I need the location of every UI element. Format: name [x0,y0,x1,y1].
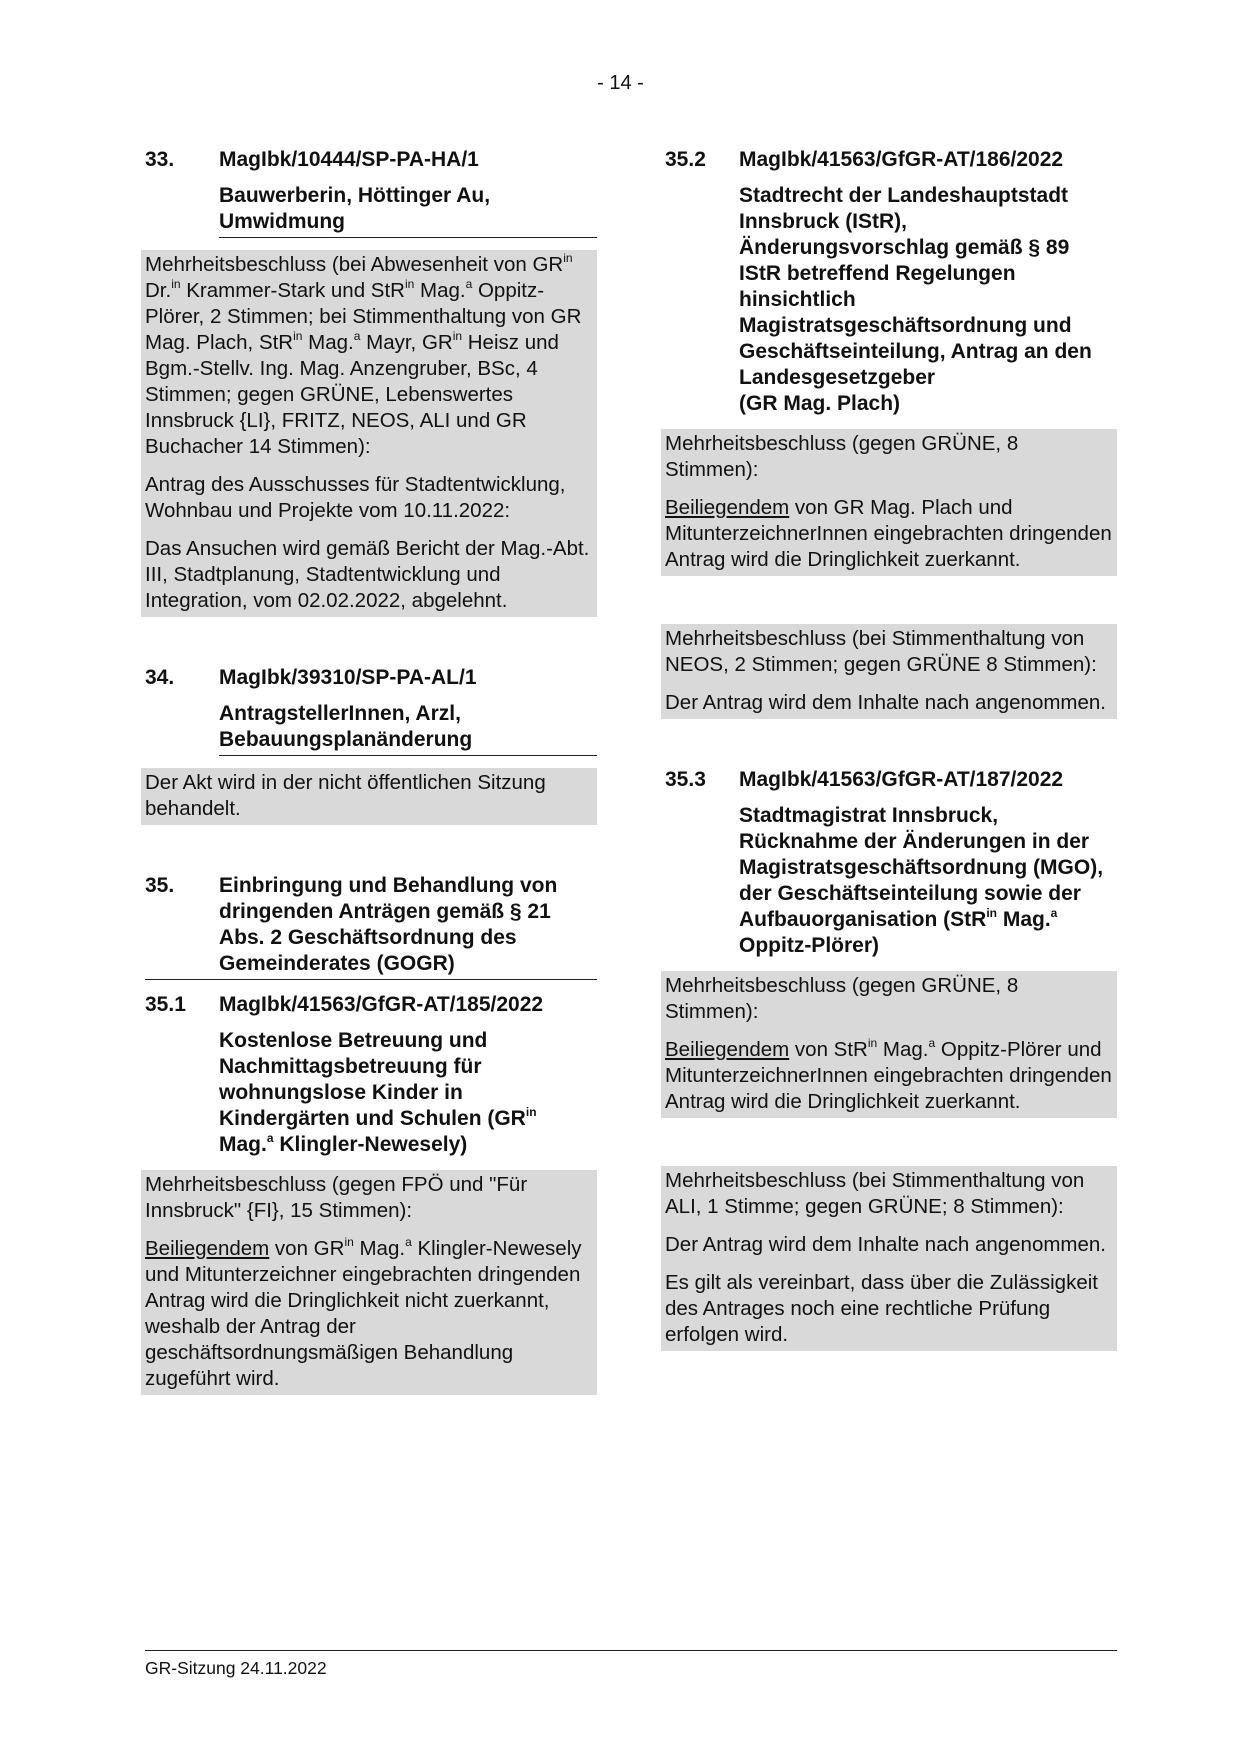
decision-text: Beiliegendem von GR Mag. Plach und MitunterzeichnerInnen eingebrachten dringenden Antrag wird die Dringlichkeit zuerkannt. [665,496,1112,571]
resolution-block [141,1170,597,1395]
decision-text: Das Ansuchen wird gemäß Bericht der Mag.-Abt. III, Stadtplanung, Stadtentwicklung und Integration, vom 02.02.2022, abgelehnt. [145,537,590,612]
item-header [145,665,597,691]
item-code: MagIbk/41563/GfGR-AT/187/2022 [739,768,1064,791]
item-title: Stadtmagistrat Innsbruck, Rücknahme der Änderungen in der Magistratsgeschäftsordnung (MGO), der Geschäftseinteilung sowie der Aufbauorganisation (StR$^{in}$ Mag.$^a$ Oppitz-Plörer) [739,804,1104,957]
item-title-proposer: (GR Mag. Plach) [739,392,901,415]
item-title: Bauwerberin, Höttinger Au, Umwidmung [219,183,597,238]
item-header [145,147,597,173]
item-header [145,992,597,1018]
page-number: - 14 - [597,72,644,94]
agenda-item-35 [145,873,597,980]
item-title: Stadtrecht der Landeshauptstadt Innsbruck (IStR), Änderungsvorschlag gemäß § 89 IStR betreffend Regelungen hinsichtlich Magistratsgeschäftsordnung und Geschäftseinteilung, Antrag an den Landesgesetzgeber (GR Mag. Plach) [739,183,1117,419]
resolution-text: Mehrheitsbeschluss (gegen FPÖ und "Für Innsbruck" {FI}, 15 Stimmen): [145,1173,528,1222]
resolution-block-2 [661,624,1117,719]
agenda-item-34 [145,665,597,825]
note-text: Es gilt als vereinbart, dass über die Zulässigkeit des Antrages noch eine rechtliche Prüfung erfolgen wird. [665,1271,1098,1346]
resolution-text: Mehrheitsbeschluss (gegen GRÜNE, 8 Stimmen): [665,974,1019,1023]
item-title: Einbringung und Behandlung von dringenden Anträgen gemäß § 21 Abs. 2 Geschäftsordnung des Gemeinderates (GOGR) [219,874,558,975]
resolution-text: Mehrheitsbeschluss (bei Stimmenthaltung von ALI, 1 Stimme; gegen GRÜNE; 8 Stimmen): [665,1169,1085,1218]
resolution-block-1 [661,429,1117,576]
item-code: MagIbk/41563/GfGR-AT/186/2022 [739,148,1064,171]
item-header [665,147,1117,173]
left-column [145,147,597,1395]
footer-divider [145,1650,1117,1651]
item-code: MagIbk/41563/GfGR-AT/185/2022 [219,993,544,1016]
resolution-text: Der Akt wird in der nicht öffentlichen Sitzung behandelt. [145,771,546,820]
resolution-block-2 [661,1166,1117,1351]
agenda-item-33 [145,147,597,617]
item-header [665,767,1117,793]
agenda-item-35-2 [665,147,1117,719]
item-number: 35.2 [665,148,706,171]
decision-text: Beiliegendem von StR$^{in}$ Mag.$^a$ Oppitz-Plörer und MitunterzeichnerInnen eingebrachten dringenden Antrag wird die Dringlichkeit zuerkannt. [665,1036,1112,1113]
agenda-item-35-3 [665,767,1117,1351]
item-title: AntragstellerInnen, Arzl, Bebauungsplanänderung [219,701,597,756]
footer-session-date: GR-Sitzung 24.11.2022 [145,1658,327,1678]
right-column [665,147,1117,1351]
resolution-text: Mehrheitsbeschluss (bei Stimmenthaltung von NEOS, 2 Stimmen; gegen GRÜNE 8 Stimmen): [665,627,1097,676]
item-number: 35. [145,874,175,897]
item-code: MagIbk/10444/SP-PA-HA/1 [219,148,479,171]
decision-text: Der Antrag wird dem Inhalte nach angenommen. [665,691,1107,714]
item-number: 33. [145,148,175,171]
resolution-text: Mehrheitsbeschluss (bei Abwesenheit von $GR^{in}$ Dr.$^{in}$ Krammer-Stark und StR$^{in}$ Mag.$^a$ Oppitz-Plörer, 2 Stimmen; bei Stimmenthaltung von GR Mag. Plach, StR$^{in}$ Mag.$^a$ Mayr, $GR^{in}$ Heisz und Bgm.-Stellv. Ing. Mag. Anzengruber, BSc, 4 Stimmen; gegen GRÜNE, Lebenswertes Innsbruck {LI}, FRITZ, NEOS, ALI und GR Buchacher 14 Stimmen): [145,251,582,458]
motion-text: Antrag des Ausschusses für Stadtentwicklung, Wohnbau und Projekte vom 10.11.2022: [145,473,566,522]
item-header [145,873,597,980]
decision-text: Beiliegendem von $GR^{in}$ Mag.$^a$ Klingler-Newesely und Mitunterzeichner eingebrachten dringenden Antrag wird die Dringlichkeit nicht zuerkannt, weshalb der Antrag der geschäftsordnungsmäßigen Behandlung zugeführt wird. [145,1235,582,1390]
resolution-block-1 [661,971,1117,1118]
item-number: 35.3 [665,768,706,791]
resolution-block [141,768,597,825]
decision-text: Der Antrag wird dem Inhalte nach angenommen. [665,1233,1107,1256]
resolution-block [141,250,597,617]
item-title: Kostenlose Betreuung und Nachmittagsbetreuung für wohnungslose Kinder in Kindergärten und Schulen ($GR^{in}$ Mag.$^a$ Klingler-Newesely) [219,1029,537,1156]
agenda-item-35-1 [145,992,597,1395]
item-number: 35.1 [145,993,186,1016]
item-code: MagIbk/39310/SP-PA-AL/1 [219,666,477,689]
item-number: 34. [145,666,175,689]
resolution-text: Mehrheitsbeschluss (gegen GRÜNE, 8 Stimmen): [665,432,1019,481]
